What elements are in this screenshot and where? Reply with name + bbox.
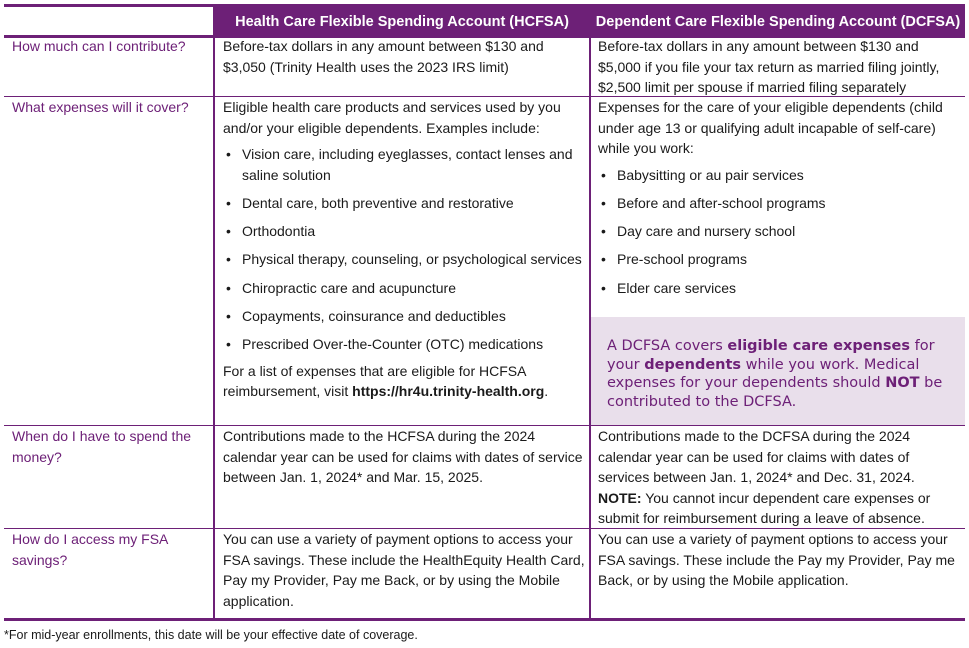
dcfsa-expense-list (598, 165, 960, 299)
header-hcfsa: Health Care Flexible Spending Account (HCFSA) (215, 7, 589, 37)
list-item-text: Dental care, both preventive and restorative (242, 194, 514, 211)
callout-text-4: be contributed to the DCFSA. (607, 375, 943, 410)
dcfsa-spend-text: Contributions made to the DCFSA during the 2024 calendar year can be used for claims with dates of services between Jan. 1, 2024* and Dec. 31, 2024. (598, 428, 915, 485)
list-item-text: Copayments, coinsurance and deductibles (242, 307, 506, 324)
dcfsa-contribute: Before-tax dollars in any amount between $130 and $5,000 if you file your tax return as married filing jointly, $2,500 limit per spouse if married filing separately (598, 38, 940, 95)
column-divider (589, 4, 591, 621)
list-item (598, 193, 960, 214)
list-item-text: Orthodontia (242, 223, 316, 240)
list-item (223, 144, 585, 185)
hcfsa-outro-text: For a list of expenses that are eligible for HCFSA reimbursement, visit (223, 362, 526, 400)
bullet-icon: • (226, 146, 231, 162)
hcfsa-outro-period: . (544, 383, 549, 400)
list-item (223, 278, 585, 299)
callout-text-1: A DCFSA covers (607, 338, 728, 354)
note-label: NOTE: (598, 489, 642, 506)
dcfsa-expenses (598, 97, 960, 306)
hcfsa-spend: Contributions made to the HCFSA during the 2024 calendar year can be used for claims with dates of service between Jan. 1, 2024* and Mar. 15, 2025. (223, 428, 583, 485)
question-access: How do I access my FSA savings? (12, 531, 168, 568)
hcfsa-expenses-outro (223, 361, 585, 402)
callout-bold-1: eligible care expenses (727, 338, 910, 354)
callout-bold-3: NOT (885, 375, 920, 392)
dcfsa-spend (598, 426, 960, 529)
bullet-icon: • (226, 223, 231, 240)
dcfsa-spend-note (598, 488, 960, 529)
callout-text-3: while you work. Medical expenses for your dependents should (607, 356, 920, 392)
bullet-icon: • (601, 279, 606, 296)
footnote: *For mid-year enrollments, this date will be your effective date of coverage. (4, 628, 418, 642)
table-bottom-rule (4, 618, 965, 621)
list-item (223, 249, 585, 270)
list-item (223, 306, 585, 327)
list-item-text: Chiropractic care and acupuncture (242, 279, 457, 296)
bullet-icon: • (601, 223, 606, 240)
list-item-text: Pre-school programs (617, 251, 747, 268)
dcfsa-access: You can use a variety of payment options to access your FSA savings. These include the Pay my Provider, Pay me Back, or by using the Mobile application. (598, 531, 955, 588)
list-item-text: Physical therapy, counseling, or psychological services (242, 251, 582, 268)
list-item (598, 221, 960, 242)
list-item (223, 334, 585, 355)
note-text: You cannot incur dependent care expenses or submit for reimbursement during a leave of absence. (598, 489, 931, 526)
bullet-icon: • (226, 251, 231, 268)
list-item (223, 193, 585, 214)
question-spend: When do I have to spend the money? (12, 428, 192, 465)
question-contribute: How much can I contribute? (12, 38, 186, 54)
bullet-icon: • (601, 194, 606, 211)
list-item-text: Day care and nursery school (617, 223, 796, 240)
list-item-text: Before and after-school programs (617, 194, 826, 211)
dcfsa-callout-text (607, 337, 957, 411)
bullet-icon: • (226, 336, 231, 353)
hr4u-link[interactable]: https://hr4u.trinity-health.org (352, 383, 545, 400)
column-divider (213, 4, 215, 621)
list-item (598, 165, 960, 186)
callout-text-2: for your (607, 338, 935, 373)
dcfsa-callout-box (591, 317, 965, 425)
list-item-text: Elder care services (617, 279, 737, 296)
list-item-text: Prescribed Over-the-Counter (OTC) medications (242, 336, 544, 353)
list-item-text: Vision care, including eyeglasses, contact lenses and saline solution (242, 146, 573, 183)
list-item-text: Babysitting or au pair services (617, 166, 804, 183)
list-item (598, 278, 960, 299)
header-dcfsa: Dependent Care Flexible Spending Account (DCFSA) (591, 7, 965, 37)
bullet-icon: • (226, 279, 231, 296)
list-item (223, 221, 585, 242)
hcfsa-access: You can use a variety of payment options to access your FSA savings. These include the HealthEquity Health Card, Pay my Provider, Pay me Back, or by using the Mobile application. (223, 531, 585, 609)
bullet-icon: • (601, 166, 606, 183)
bullet-icon: • (226, 307, 231, 324)
question-expenses: What expenses will it cover? (12, 99, 189, 115)
bullet-icon: • (601, 251, 606, 268)
list-item (598, 249, 960, 270)
hcfsa-contribute: Before-tax dollars in any amount between $130 and $3,050 (Trinity Health uses the 2023 IRS limit) (223, 38, 544, 75)
callout-bold-2: dependents (644, 356, 742, 373)
dcfsa-expenses-intro: Expenses for the care of your eligible dependents (child under age 13 or qualifying adult incapable of self-care) while you work: (598, 99, 943, 156)
hcfsa-expenses (223, 97, 585, 402)
hcfsa-expense-list (223, 144, 585, 355)
bullet-icon: • (226, 194, 231, 211)
hcfsa-expenses-intro: Eligible health care products and services used by you and/or your eligible dependents. Examples include: (223, 99, 561, 136)
